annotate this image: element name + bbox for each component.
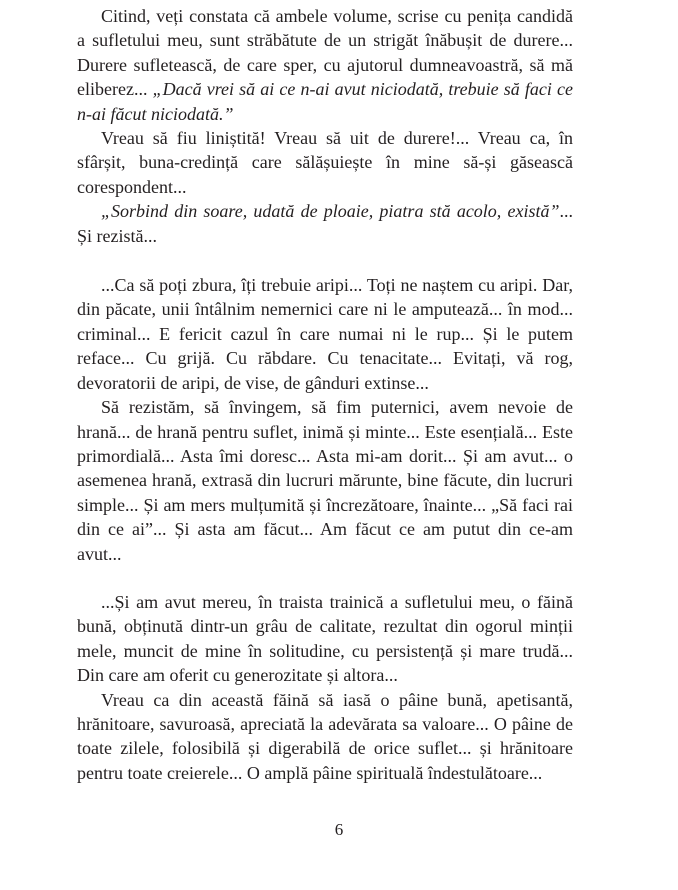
paragraph-2-text: Vreau să fiu liniștită! Vreau să uit de durere!... Vreau ca, în sfârșit, buna-credință care sălășuiește în mine să-și găsească corespondent... bbox=[77, 128, 573, 197]
paragraph-3-text: ... Și rezistă... bbox=[77, 201, 573, 246]
paragraph-6 bbox=[77, 590, 573, 688]
paragraph-1 bbox=[77, 4, 573, 126]
paragraph-7-text: Vreau ca din această făină să iasă o pâine bună, apetisantă, hrănitoare, savuroasă, apreciată la adevărata sa valoare... O pâine de toate zilele, folosibilă și digerabilă de orice suflet... și hrănitoare pentru toate creierele... O amplă pâine spirituală îndestulătoare... bbox=[77, 689, 573, 783]
paragraph-4 bbox=[77, 273, 573, 395]
paragraph-1-text: Citind, veți constata că ambele volume, scrise cu penița candidă a sufletului meu, sunt străbătute de un strigăt înăbușit de durere... Durere sufletească, de care sper, cu ajutorul dumneavoastră, să mă eliberez... bbox=[77, 6, 573, 100]
page-body bbox=[77, 4, 573, 785]
section-break bbox=[77, 566, 573, 590]
paragraph-1-quote: „Dacă vrei să ai ce n-ai avut niciodată, trebuie să faci ce n-ai făcut niciodată.” bbox=[77, 79, 573, 124]
page-number: 6 bbox=[334, 820, 344, 839]
paragraph-3 bbox=[77, 199, 573, 248]
paragraph-5 bbox=[77, 395, 573, 566]
paragraph-6-text: ...Și am avut mereu, în traista trainică a sufletului meu, o făină bună, obținută dintr-un grâu de calitate, rezultat din ogorul minții mele, muncit de mine în solitudine, cu persistență și mare trudă... Din care am oferit cu generozitate și altora... bbox=[77, 591, 573, 686]
paragraph-3-quote: „Sorbind din soare, udată de ploaie, piatra stă acolo, există” bbox=[101, 201, 560, 222]
paragraph-7 bbox=[77, 688, 573, 786]
paragraph-2 bbox=[77, 126, 573, 199]
paragraph-5-text: Să rezistăm, să învingem, să fim puternici, avem nevoie de hrană... de hrană pentru suflet, inimă și minte... Este esențială... Este primordială... Asta îmi doresc... Asta mi-am dorit... Și am avut... o asemenea hrană, extrasă din lucruri mărunte, bine făcute, din lucruri simple... Și am mers mulțumită și încrezătoare, înainte... „Să faci rai din ce ai”... Și asta am făcut... Am făcut ce am putut din ce-am avut... bbox=[77, 397, 573, 564]
paragraph-4-text: ...Ca să poți zbura, îți trebuie aripi... Toți ne naștem cu aripi. Dar, din păcate, unii întâlnim nemernici care ni le amputează... în mod... criminal... E fericit cazul în care numai ni le rup... Și le putem reface... Cu grijă. Cu răbdare. Cu tenacitate... Evitați, vă rog, devoratorii de aripi, de vise, de gânduri extinse... bbox=[77, 275, 573, 393]
section-break bbox=[77, 248, 573, 273]
